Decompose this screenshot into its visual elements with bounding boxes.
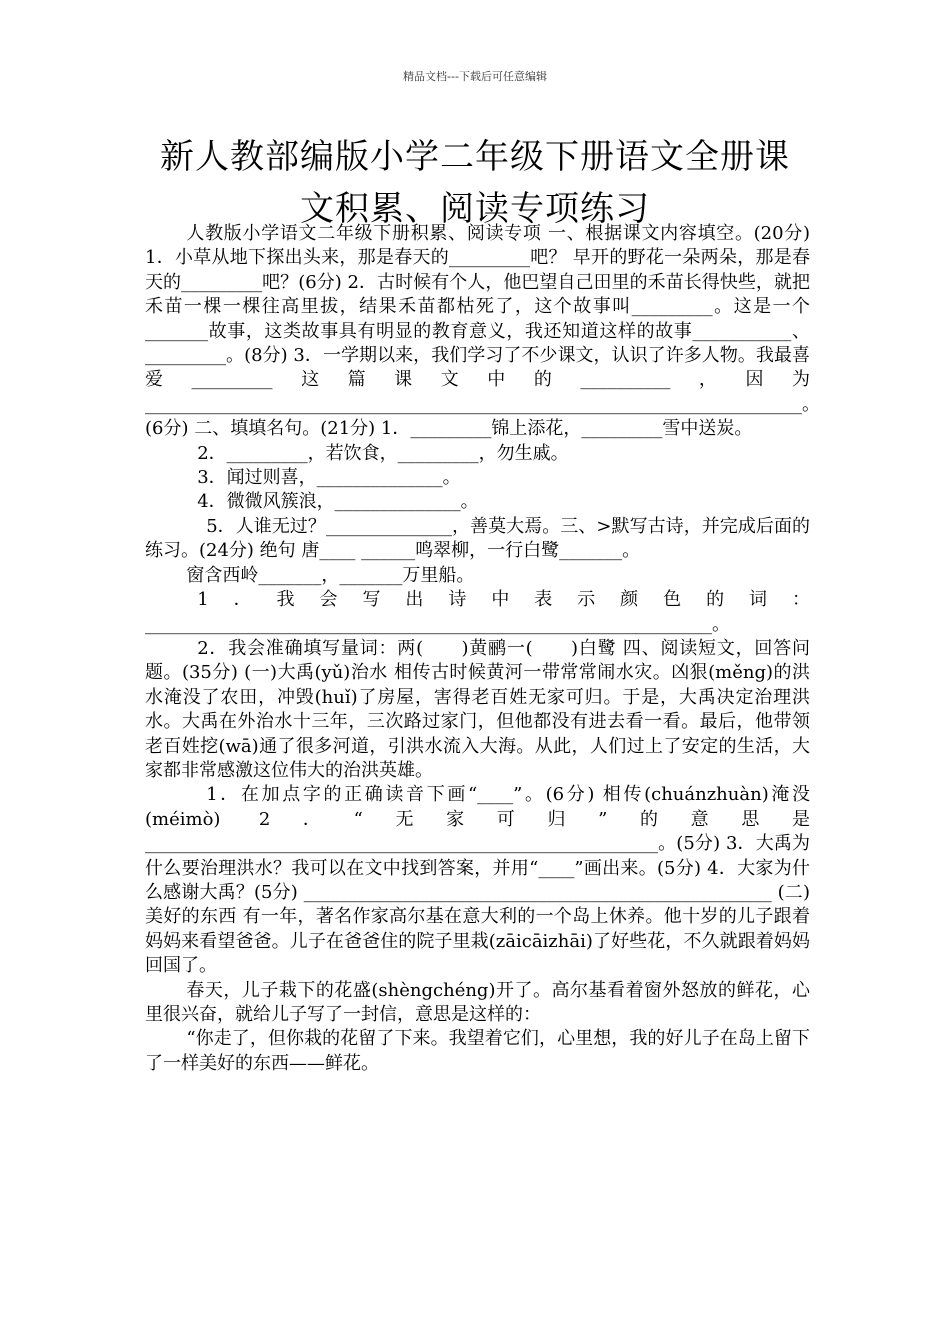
paragraph-quote-3: 3．闻过则喜，______________。 (197, 467, 461, 489)
document-title-line-2: 文积累、阅读专项练习 (300, 189, 650, 229)
document-body (145, 222, 820, 1076)
paragraph-reading-passage-1: 2．我会准确填写量词：两( )黄鹂一( )白鹭 四、阅读短文，回答问题。(35分) (一)大禹(yǔ)治水 相传古时候黄河一带常常闹水灾。凶狠(měng)的洪水淹没了农田，冲毁(huǐ)了房屋，害得老百姓无家可归。于是，大禹决定治理洪水。大禹在外治水十三年，三次路过家门，但他都没有进去看一看。最后，他带领老百姓挖(wā)通了很多河道，引洪水流入大海。从此，人们过上了安定的生活，大家都非常感激这位伟大的治洪英雄。 (145, 637, 810, 781)
paragraph-letter: “你走了，但你栽的花留了下来。我望着它们，心里想，我的好儿子在岛上留下了一样美好的东西——鲜花。 (145, 1028, 810, 1074)
paragraph-spring: 春天，儿子栽下的花盛(shèngchéng)开了。高尔基看着窗外怒放的鲜花，心里很兴奋，就给儿子写了一封信，意思是这样的： (145, 979, 810, 1025)
paragraph-intro-and-section-one: 人教版小学语文二年级下册积累、阅读专项 一、根据课文内容填空。(20分) 1．小草从地下探出头来，那是春天的_________吧？ 早开的野花一朵两朵，那是春天的_________吧？(6分) 2．古时候有个人，他巴望自己田里的禾苗长得快些，就把禾苗一棵一棵往高里拔，结果禾苗都枯死了，这个故事叫_________。这是一个_______故事，这类故事具有明显的教育意义，我还知道这样的故事___________、_________。(8分) 3．一学期以来，我们学习了不少课文，认识了许多人物。我最喜爱_________这篇课文中的__________，因为_________________________________________________________________________。(6分) 二、填填名句。(21分) 1．_________锦上添花，_________雪中送炭。 (145, 223, 820, 440)
paragraph-quote-4: 4．微微风簇浪，______________。 (197, 491, 479, 513)
document-title-line-1: 新人教部编版小学二年级下册语文全册课 (160, 137, 790, 177)
paragraph-quote-2: 2．_________，若饮食，_________，勿生戚。 (197, 442, 569, 464)
paragraph-quote-5-and-poem: 5．人谁无过？______________，善莫大焉。三、>默写古诗，并完成后面的练习。(24分) 绝句 唐____ ______鸣翠柳，一行白鹭_______。 (145, 515, 810, 562)
paragraph-poem-question-1: 1．我会写出诗中表示颜色的词：_______________________________________________________________。 (145, 589, 810, 635)
paragraph-poem-line: 窗含西岭_______，_______万里船。 (186, 564, 475, 586)
header-note: 精品文档---下载后可任意编辑 (403, 70, 547, 83)
paragraph-reading-questions: 1．在加点字的正确读音下画“____”。(6分) 相传(chuánzhuàn)淹没(méimò) 2．“无家可归”的意思是_________________________________________________________。(5分) 3．大禹为什么要治理洪水？我可以在文中找到答案，并用“____”画出来。(5分) 4．大家为什么感谢大禹？(5分) ____________________________________________________ (二)美好的东西 有一年，著名作家高尔基在意大利的一个岛上休养。他十岁的儿子跟着妈妈来看望爸爸。儿子在爸爸住的院子里栽(zāicāizhāi)了好些花，不久就跟着妈妈回国了。 (145, 784, 810, 977)
